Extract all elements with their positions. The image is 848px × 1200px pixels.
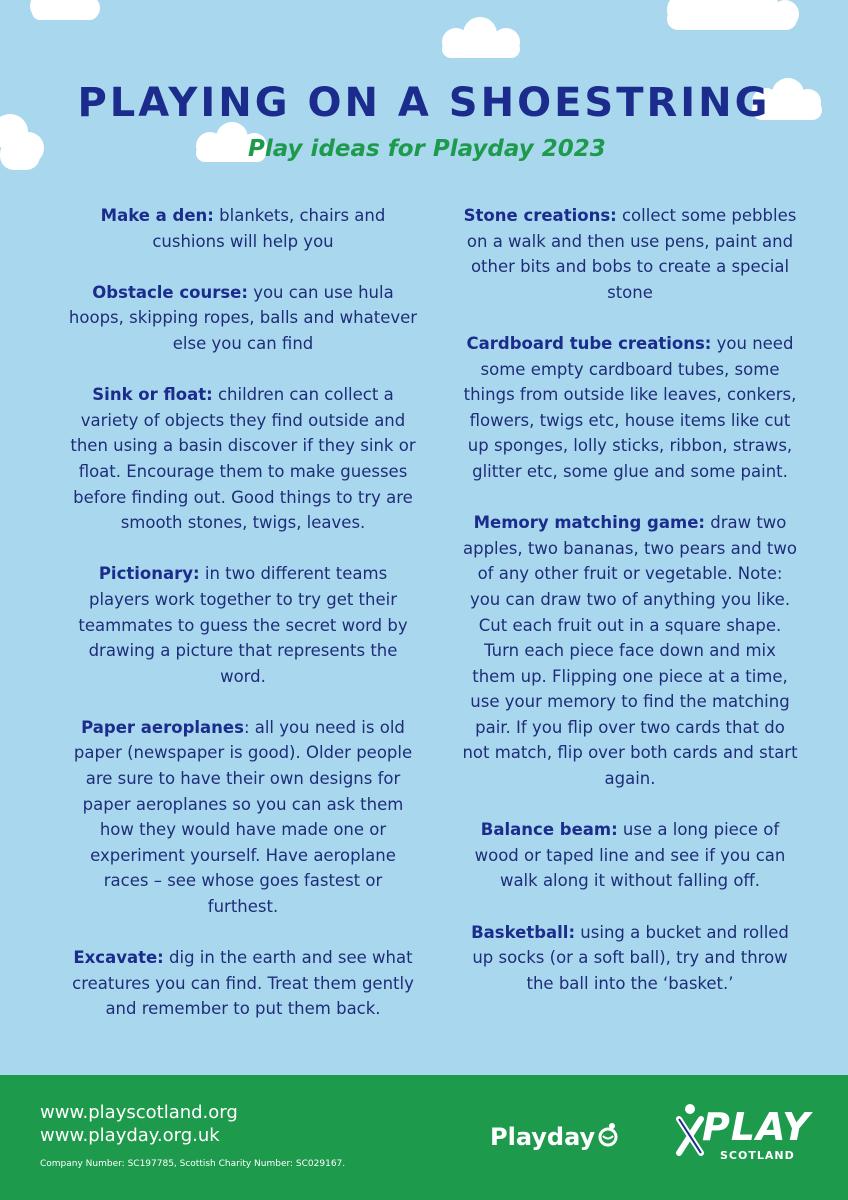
idea-cardboard-tube-creations xyxy=(460,331,800,485)
playday-link[interactable]: www.playday.org.uk xyxy=(40,1125,220,1146)
idea-heading: Balance beam: xyxy=(480,820,618,840)
idea-heading: Sink or float: xyxy=(92,385,213,405)
idea-text: you need some empty cardboard tubes, some things from outside like leaves, conkers, flowers, twigs etc, house items like cut up sponges, lolly sticks, ribbon, straws, glitter etc, some glue and some paint. xyxy=(463,333,797,481)
idea-pictionary xyxy=(68,561,418,689)
idea-text: draw two apples, two bananas, two pears and two of any other fruit or vegetable. Note: you can draw two of anything you like. Cut each fruit out in a square shape. Turn each piece face down and mix them up. Flipping one piece at a time, use your memory to find the matching pair. If you flip over two cards that do not match, flip over both cards and start again. xyxy=(462,513,798,789)
playscotland-figure-icon xyxy=(676,1103,704,1159)
footer xyxy=(0,1075,848,1200)
idea-obstacle-course xyxy=(68,280,418,357)
page-subtitle: Play ideas for Playday 2023 xyxy=(248,136,606,162)
idea-basketball xyxy=(460,920,800,997)
idea-sink-or-float xyxy=(68,382,418,536)
page-title: PLAYING ON A SHOESTRING xyxy=(77,80,771,126)
company-number: Company Number: SC197785, Scottish Charity Number: SC029167. xyxy=(40,1159,346,1169)
idea-text: dig in the earth and see what creatures you can find. Treat them gently and remember to put them back. xyxy=(72,948,414,1019)
playday-logo xyxy=(490,1122,619,1151)
idea-heading: Pictionary: xyxy=(98,564,200,584)
playday-figure-icon xyxy=(597,1122,619,1148)
idea-heading: Obstacle course: xyxy=(92,282,248,302)
idea-make-a-den xyxy=(68,203,418,254)
idea-balance-beam xyxy=(460,817,800,894)
right-column xyxy=(460,203,800,1022)
cloud-top-center xyxy=(430,16,530,60)
idea-text: in two different teams players work together to try get their teammates to guess the secret word by drawing a picture that represents the word. xyxy=(78,564,408,686)
idea-heading: Excavate: xyxy=(73,948,164,968)
playscotland-logo xyxy=(676,1099,816,1169)
playscotland-logo-word: PLAY xyxy=(702,1105,811,1149)
idea-memory-matching-game xyxy=(460,510,800,792)
idea-heading: Basketball: xyxy=(471,922,576,942)
cloud-top-left xyxy=(24,0,104,26)
playscotland-logo-sub: SCOTLAND xyxy=(720,1149,795,1162)
idea-heading: Make a den: xyxy=(100,206,214,225)
playscotland-link[interactable]: www.playscotland.org xyxy=(40,1102,238,1123)
idea-heading: Cardboard tube creations: xyxy=(466,333,712,353)
idea-text: using a bucket and rolled up socks (or a soft ball), try and throw the ball into the ‘basket.’ xyxy=(472,922,789,993)
idea-heading: Memory matching game: xyxy=(473,513,705,533)
idea-heading: Stone creations: xyxy=(463,206,617,225)
left-column xyxy=(68,203,418,1048)
idea-heading: Paper aeroplanes xyxy=(81,717,244,737)
idea-stone-creations xyxy=(460,203,800,305)
idea-text: blankets, chairs and cushions will help you xyxy=(152,206,386,251)
idea-text: children can collect a variety of objects they find outside and then using a basin discover if they sink or float. Encourage them to make guesses before finding out. Good things to try are smooth stones, twigs, leaves. xyxy=(70,385,416,533)
playday-logo-text: Playday xyxy=(490,1123,596,1151)
cloud-top-right xyxy=(655,0,805,34)
idea-text: you can use hula hoops, skipping ropes, balls and whatever else you can find xyxy=(68,282,418,353)
idea-excavate xyxy=(68,945,418,1022)
idea-text: : all you need is old paper (newspaper is good). Older people are sure to have their own designs for paper aeroplanes so you can ask them how they would have made one or experiment yourself. Have aeroplane races – see whose goes fastest or furthest. xyxy=(73,717,413,917)
idea-paper-aeroplanes xyxy=(68,715,418,920)
idea-text: use a long piece of wood or taped line and see if you can walk along it without falling off. xyxy=(474,820,786,891)
idea-text: collect some pebbles on a walk and then use pens, paint and other bits and bobs to create a special stone xyxy=(466,206,797,302)
